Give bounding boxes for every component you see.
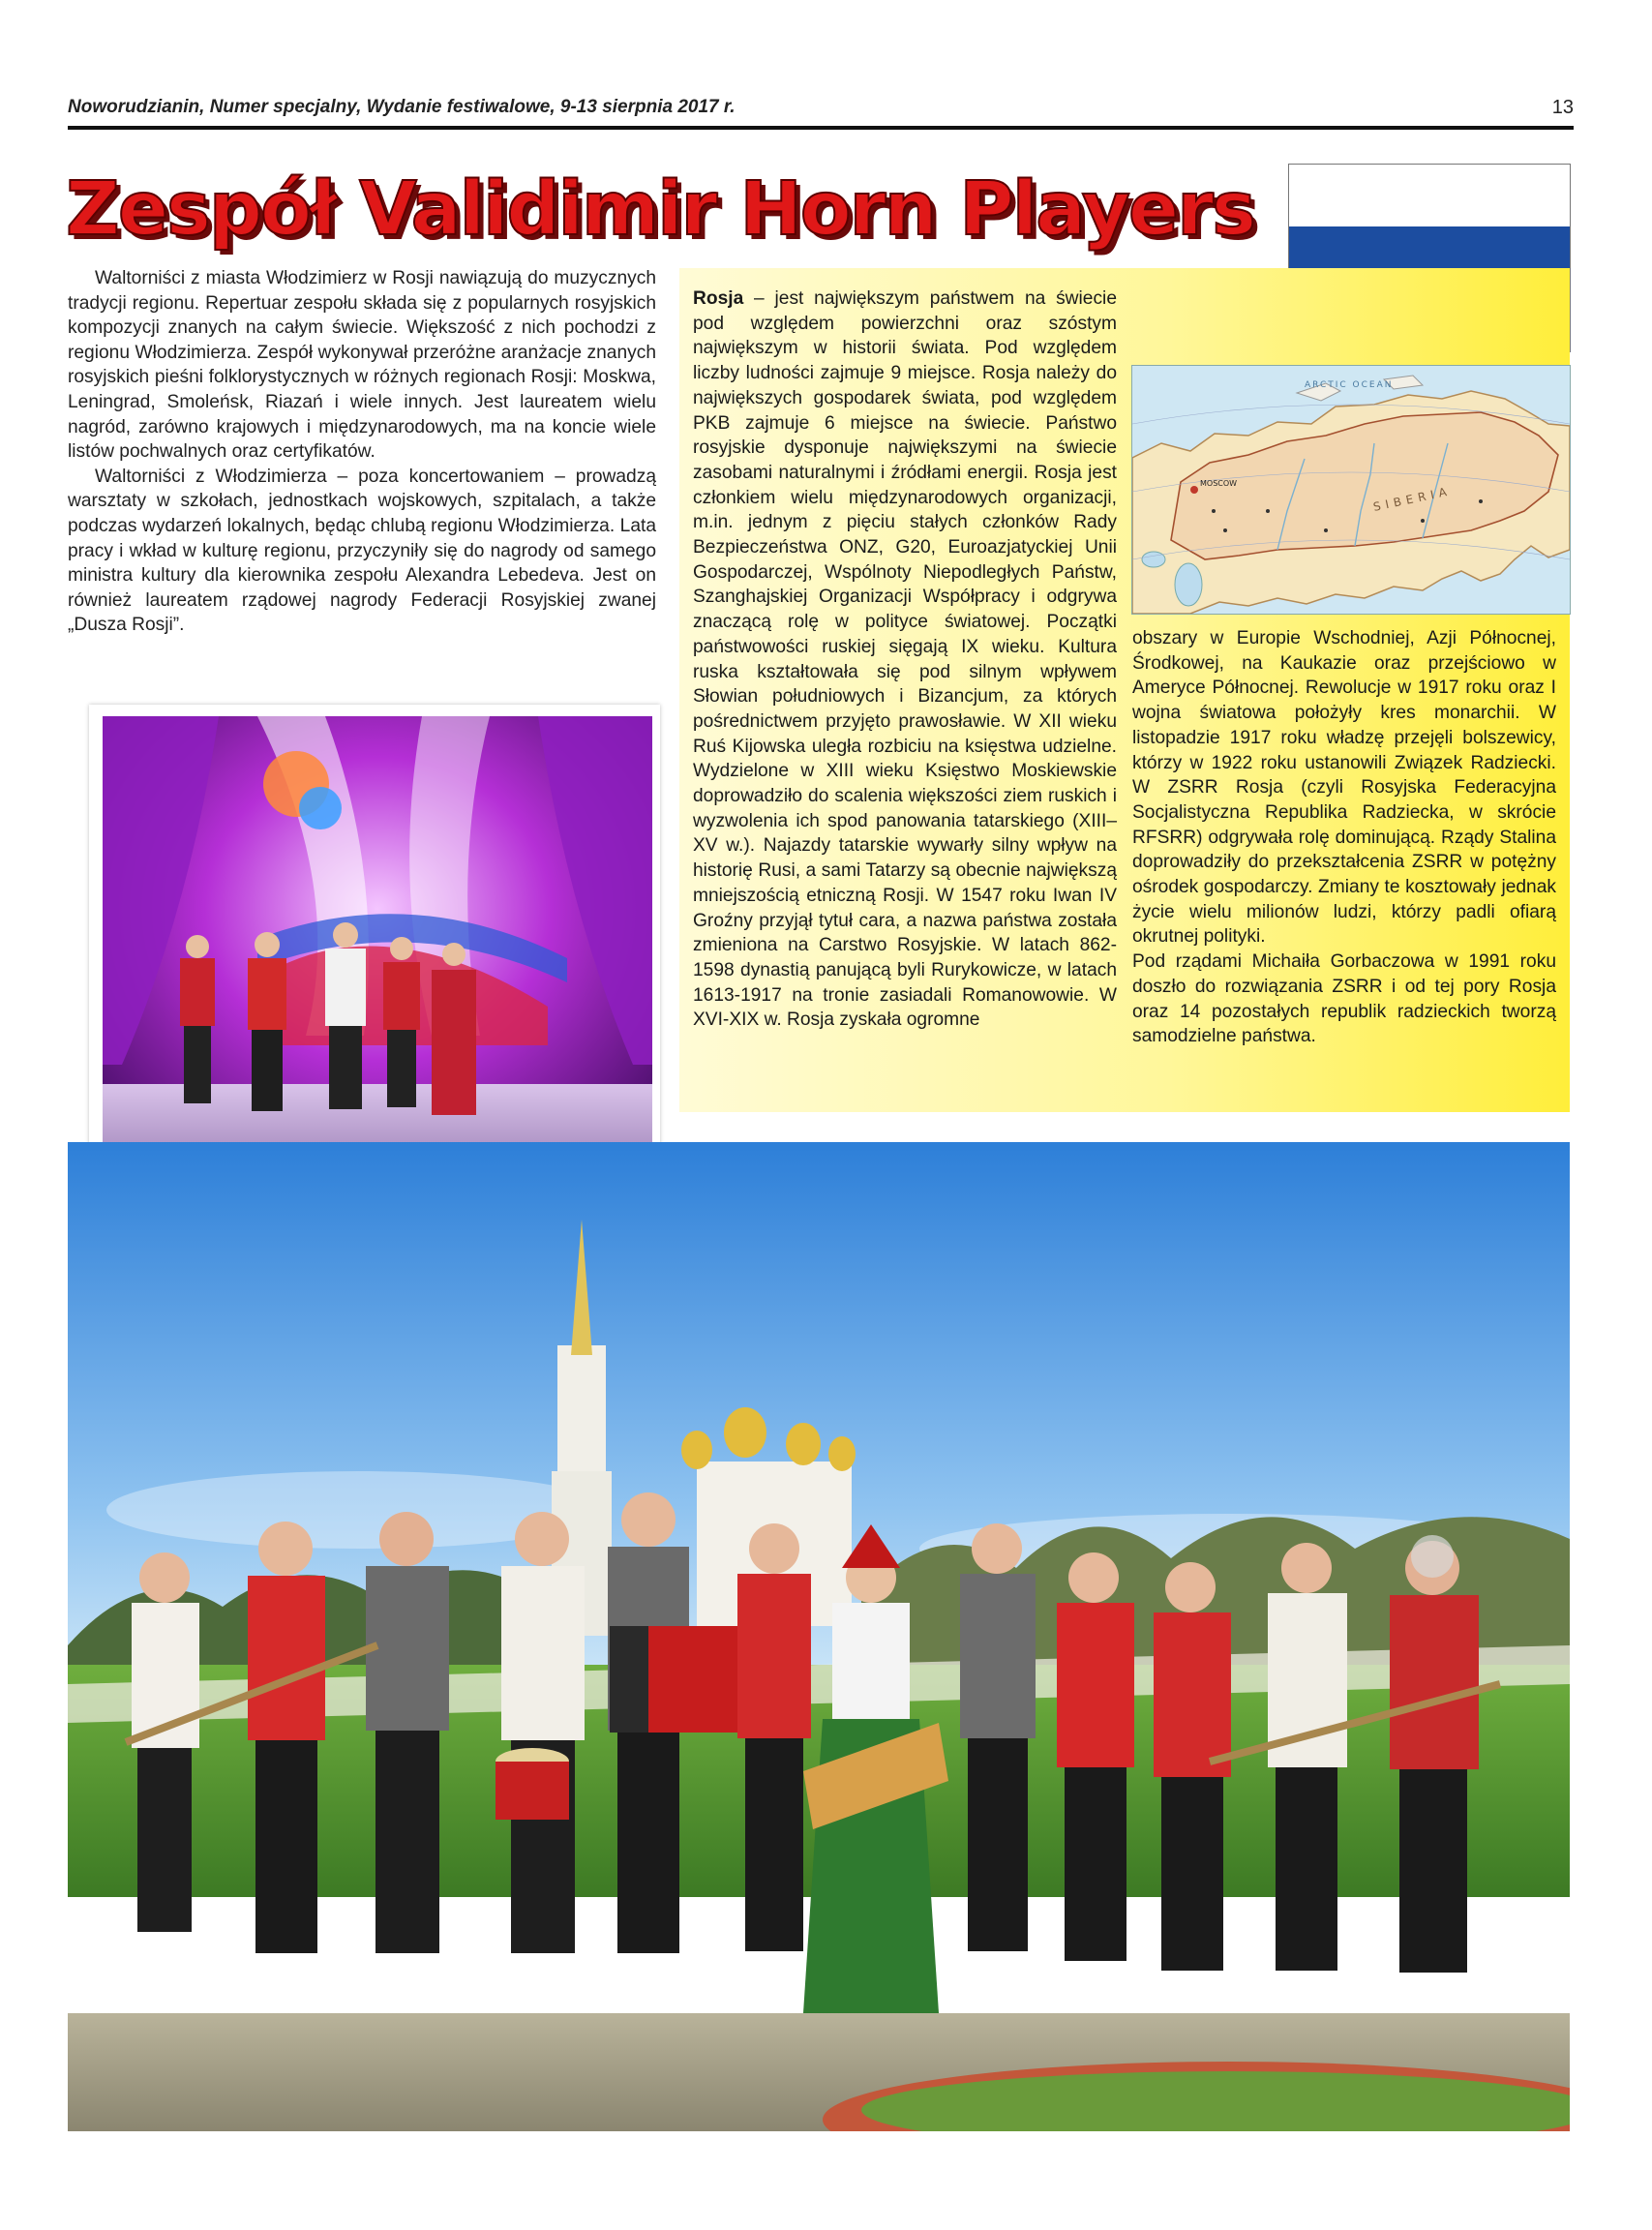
map-label-ocean: ARCTIC OCEAN [1305,380,1394,390]
info-box-right-column [1132,626,1556,1049]
running-header [68,93,1574,130]
lead-word: Rosja [693,288,744,309]
intro-paragraph: Waltorniści z miasta Włodzimierz w Rosji nawiązują do muzycznych tradycji regionu. Repertuar zespołu składa się z popularnych rosyjskich kompozycji znanych na całym świecie. Większość z nich pochodzi z regionu Włodzimierza. Zespół wykonywał przeróżne aranżacje znanych rosyjskich pieśni folklorystycznych w różnych regionach Rosji: Moskwa, Leningrad, Smoleńsk, Riazań i wiele innych. Jest laureatem wielu nagród, zarówno krajowych i międzynarodowych, ma na koncie wiele listów pochwalnych oraz certyfikatów. [68,268,656,463]
info-paragraph: obszary w Europie Wschodniej, Azji Północnej, Środkowej, na Kaukazie oraz przejściowo w Ameryce Północnej. Rewolucje w 1917 roku oraz I wojna światowa położyły kres monarchii. W listopadzie 1917 roku władzę przejęli bolszewicy, którzy w 1922 roku ustanowili Związek Radziecki. W ZSRR Rosja (czyli Rosyjska Federacyjna Socjalistyczna Republika Radziecka, w skrócie RFSRR) odgrywała rolę dominującą. Rządy Stalina doprowadziły do przekształcenia ZSRR w potężny ośrodek gospodarczy. Zmiany te kosztowały jednak życie wielu milionów ludzi, którzy padli ofiarą okrutnej polityki. [1132,628,1556,948]
intro-paragraph: Waltorniści z Włodzimierza – poza koncertowaniem – prowadzą warsztaty w szkołach, jednostkach wojskowych, szpitalach, a także podczas wydarzeń lokalnych, będąc chlubą regionu Włodzimierza. Lata pracy i wkład w kulturę regionu, przyczyniły się do nagrody od samego ministra kultury dla kierownika zespołu Alexandra Lebedeva. Jest on również laureatem rządowej nagrody Federacji Rosyjskiej zwanej „Dusza Rosji”. [68,466,656,636]
flag-white-stripe [1289,165,1570,226]
info-box-left-column [693,286,1117,1033]
map-label-siberia: SIBERIA [1371,484,1453,514]
russia-map [1132,366,1570,614]
stage-concert-photo [103,716,652,1198]
page-number: 13 [1551,97,1574,118]
info-text: – jest największym państwem na świecie pod względem powierzchni oraz szóstym największym w historii świata. Pod względem liczby ludności zajmuje 9 miejsce. Rosja należy do największych gospodarek świata, pod względem PKB zajmuje 6 miejsce na świecie. Państwo rosyjskie dysponuje największymi na świecie zasobami naturalnymi i źródłami energii. Rosja jest członkiem wielu międzynarodowych organizacji, m.in. jednym z pięciu stałych członków Rady Bezpieczeństwa ONZ, G20, Euroazjatyckiej Unii Gospodarczej, Wspólnoty Niepodległych Państw, Szanghajskiej Organizacji Współpracy i odgrywa znaczącą rolę w polityce światowej. Początki państwowości ruskiej sięgają IX wieku. Kultura ruska kształtowała się pod silnym wpływem Słowian południowych i Bizancjum, za których pośrednictwem przyjęto prawosławie. W XII wieku Ruś Kijowska uległa rozbiciu na księstwa udzielne. Wydzielone w XIII wieku Księstwo Moskiewskie doprowadziło do scalenia większości ziem ruskich i wyzwolenia ich spod panowania tatarskiego (XIII–XV w.). Najazdy tatarskie wywarły silny wpływ na historię Rusi, a sami Tatarzy są obecnie największą mniejszością etniczną Rosji. W 1547 roku Iwan IV Groźny przyjął tytuł cara, a nazwa państwa została zmieniona na Carstwo Rosyjskie. W latach 862-1598 dynastią panującą byli Rurykowicze, w latach 1613-1917 na tronie zasiadali Romanowowie. W XVI-XIX w. Rosja zyskała ogromne [693,288,1117,1031]
article-title: Zespół Validimir Horn Players [66,166,1254,253]
publication-line: Noworudzianin, Numer specjalny, Wydanie festiwalowe, 9-13 sierpnia 2017 r. [68,97,736,117]
map-label-moscow: MOSCOW [1200,479,1238,488]
group-outdoor-photo [68,1142,1570,2131]
article-intro [68,266,656,638]
info-paragraph: Pod rządami Michaiła Gorbaczowa w 1991 roku doszło do rozwiązania ZSRR i od tej pory Rosja oraz 14 pozostałych republik radzieckich tworzą samodzielne państwa. [1132,951,1556,1047]
